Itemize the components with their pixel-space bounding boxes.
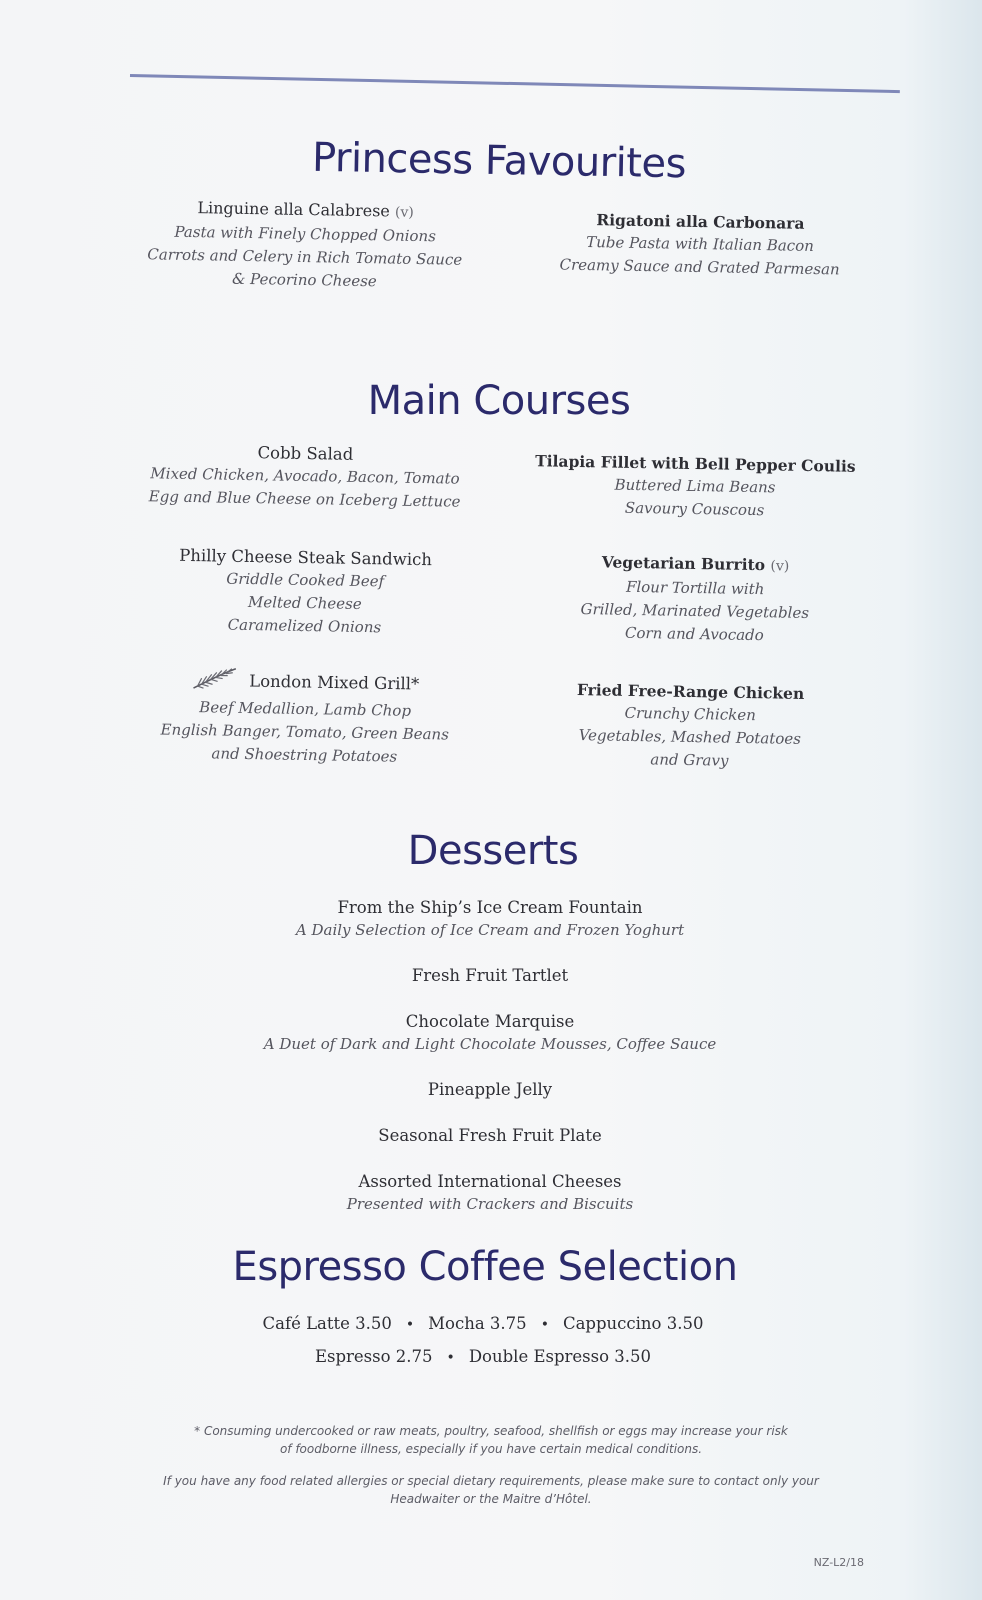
menu-item-desc-line: Mixed Chicken, Avocado, Bacon, Tomato: [150, 464, 460, 488]
coffee-price-line-2: [0, 1347, 974, 1366]
allergy-line: If you have any food related allergies or special dietary requirements, please make sure to contact only your: [163, 1474, 819, 1488]
menu-item-desc-line: English Banger, Tomato, Green Beans: [160, 720, 450, 744]
menu-item-name: Assorted International Cheeses: [358, 1172, 622, 1191]
section-title-princess-favourites: Princess Favourites: [311, 134, 687, 188]
vegetarian-badge: (v): [394, 204, 414, 221]
warning-line: * Consuming undercooked or raw meats, poultry, seafood, shellfish or eggs may increase your risk: [194, 1424, 788, 1438]
menu-item-name: Tilapia Fillet with Bell Pepper Coulis: [535, 451, 856, 476]
coffee-item: Double Espresso 3.50: [468, 1347, 652, 1366]
menu-item-tilapia: [529, 449, 860, 524]
section-title-espresso-coffee: Espresso Coffee Selection: [232, 1244, 738, 1290]
menu-item-name: Seasonal Fresh Fruit Plate: [378, 1126, 602, 1145]
allergy-notice: [0, 1472, 982, 1508]
menu-item-name: Cobb Salad: [257, 443, 354, 464]
menu-item-name: Pineapple Jelly: [427, 1080, 553, 1099]
fern-leaf-icon: [192, 666, 239, 697]
bullet-separator: •: [405, 1317, 415, 1333]
menu-item-desc-line: Grilled, Marinated Vegetables: [580, 600, 810, 622]
menu-item-desc-line: Vegetables, Mashed Potatoes: [578, 726, 802, 748]
coffee-item: Café Latte 3.50: [262, 1314, 392, 1333]
menu-item-desc-line: A Duet of Dark and Light Chocolate Mousses, Coffee Sauce: [263, 1035, 717, 1053]
menu-item-name: Linguine alla Calabrese: [197, 198, 391, 221]
menu-item-cobb-salad: [139, 439, 470, 514]
menu-item-name: Vegetarian Burrito: [601, 552, 766, 575]
section-title-main-courses: Main Courses: [367, 378, 631, 424]
menu-item-fried-chicken: [519, 677, 861, 775]
menu-item-desc-line: A Daily Selection of Ice Cream and Frozen Yoghurt: [295, 921, 685, 939]
coffee-item: Espresso 2.75: [314, 1347, 433, 1366]
menu-code: NZ-L2/18: [813, 1556, 864, 1569]
warning-line: of foodborne illness, especially if you have certain medical conditions.: [279, 1442, 703, 1456]
menu-item-desc-line: Carrots and Celery in Rich Tomato Sauce: [147, 245, 463, 269]
menu-item-desc-line: and Gravy: [650, 750, 729, 770]
dessert-international-cheeses: [240, 1170, 740, 1216]
menu-item-desc-line: Crunchy Chicken: [624, 703, 756, 725]
bullet-separator: •: [446, 1350, 455, 1366]
menu-item-desc-line: Egg and Blue Cheese on Iceberg Lettuce: [148, 487, 461, 511]
coffee-price-line-1: [0, 1314, 974, 1333]
menu-item-desc-line: and Shoestring Potatoes: [211, 744, 398, 766]
menu-item-name: Fresh Fruit Tartlet: [411, 966, 569, 985]
dessert-ice-cream-fountain: [240, 896, 740, 942]
menu-item-rigatoni: [544, 207, 855, 281]
raw-food-warning: [0, 1422, 982, 1458]
menu-item-desc-line: Griddle Cooked Beef: [226, 569, 385, 591]
dessert-pineapple-jelly: [240, 1078, 740, 1101]
menu-item-name: London Mixed Grill*: [249, 671, 420, 694]
menu-item-desc-line: Creamy Sauce and Grated Parmesan: [559, 255, 840, 279]
bullet-separator: •: [540, 1317, 549, 1333]
dessert-chocolate-marquise: [220, 1010, 760, 1056]
menu-item-name: Rigatoni alla Carbonara: [596, 210, 805, 233]
menu-item-desc-line: Flour Tortilla with: [625, 577, 765, 599]
section-title-desserts: Desserts: [407, 828, 579, 874]
menu-item-vegetarian-burrito: [529, 549, 861, 649]
menu-item-desc-line: Corn and Avocado: [624, 623, 764, 645]
menu-item-desc-line: Presented with Crackers and Biscuits: [346, 1195, 634, 1213]
menu-item-desc-line: Savoury Couscous: [624, 498, 765, 520]
menu-item-name: Fried Free-Range Chicken: [576, 680, 805, 703]
menu-item-name: Chocolate Marquise: [405, 1012, 575, 1031]
menu-item-desc-line: Pasta with Finely Chopped Onions: [174, 222, 437, 246]
allergy-line: Headwaiter or the Maitre d’Hôtel.: [390, 1492, 592, 1506]
menu-item-desc-line: Tube Pasta with Italian Bacon: [585, 233, 815, 255]
coffee-item: Cappuccino 3.50: [562, 1314, 704, 1333]
menu-item-desc-line: & Pecorino Cheese: [231, 269, 377, 291]
menu-item-desc-line: Buttered Lima Beans: [614, 475, 776, 497]
coffee-item: Mocha 3.75: [428, 1314, 527, 1333]
menu-item-london-mixed-grill: [139, 665, 471, 770]
top-divider-rule: [130, 74, 900, 93]
menu-item-name: Philly Cheese Steak Sandwich: [179, 545, 433, 570]
vegetarian-badge: (v): [770, 558, 790, 575]
menu-item-name: From the Ship’s Ice Cream Fountain: [337, 898, 643, 917]
menu-item-desc-line: Melted Cheese: [247, 593, 362, 613]
dessert-seasonal-fruit-plate: [240, 1124, 740, 1147]
dessert-fresh-fruit-tartlet: [240, 964, 740, 987]
menu-item-desc-line: Beef Medallion, Lamb Chop: [199, 698, 412, 720]
menu-item-linguine: [139, 195, 471, 295]
menu-item-desc-line: Caramelized Onions: [227, 615, 382, 637]
menu-item-philly-cheese-steak: [139, 543, 471, 641]
